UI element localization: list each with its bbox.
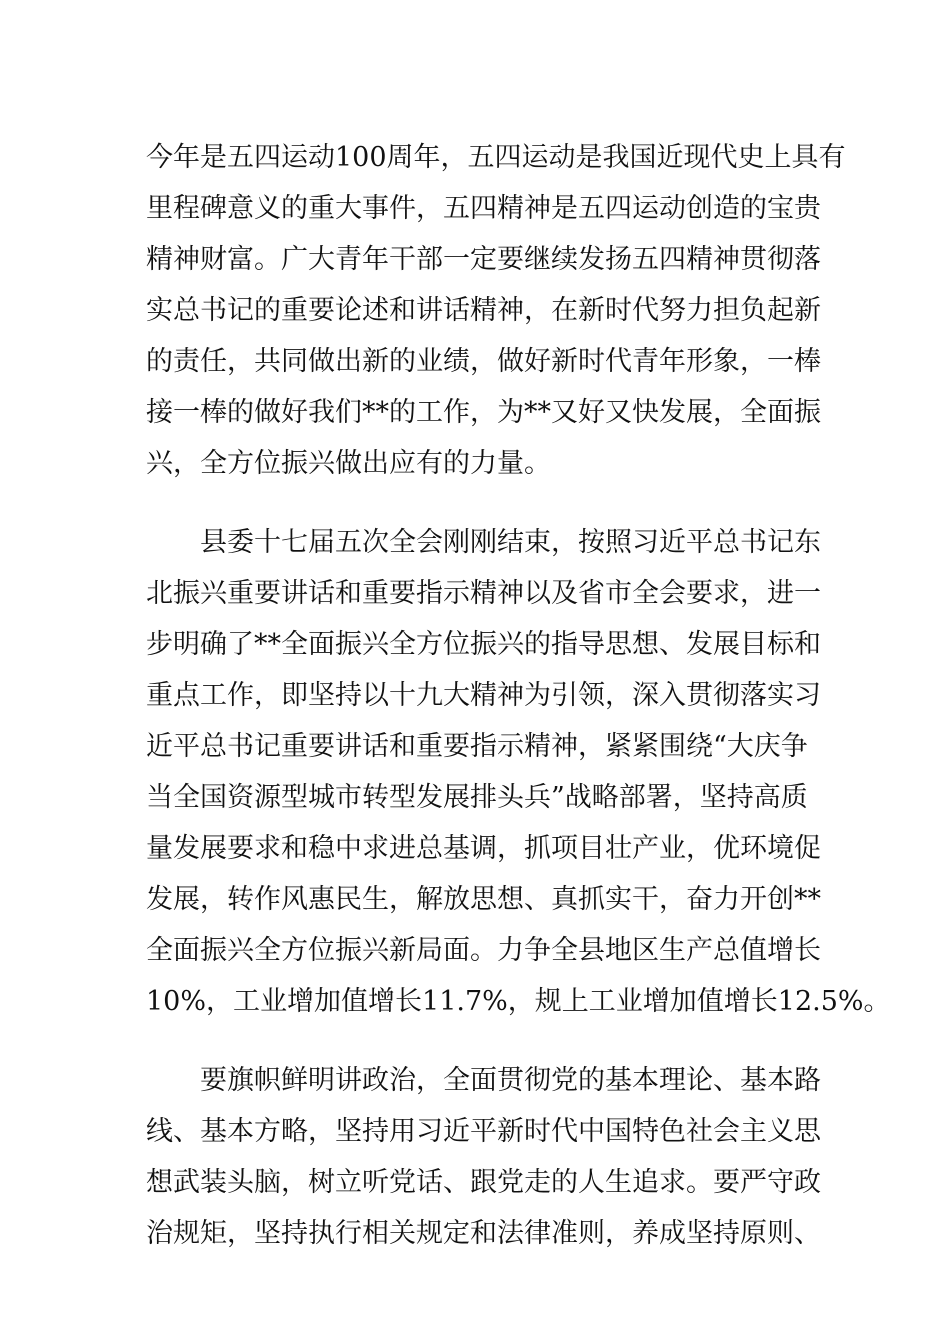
paragraph-2 — [146, 517, 891, 1027]
text-line: 的责任，共同做出新的业绩，做好新时代青年形象，一棒 — [146, 346, 821, 377]
text-line: 精神财富。广大青年干部一定要继续发扬五四精神贯彻落 — [146, 244, 821, 275]
paragraph-3 — [146, 1055, 821, 1259]
text-line: 实总书记的重要论述和讲话精神，在新时代努力担负起新 — [146, 295, 821, 326]
text-line: 近平总书记重要讲话和重要指示精神，紧紧围绕“大庆争 — [146, 731, 808, 762]
text-line: 全面振兴全方位振兴新局面。力争全县地区生产总值增长 — [146, 935, 821, 966]
text-line: 线、基本方略，坚持用习近平新时代中国特色社会主义思 — [146, 1116, 821, 1147]
text-line: 要旗帜鲜明讲政治，全面贯彻党的基本理论、基本路 — [146, 1065, 821, 1096]
text-line: 北振兴重要讲话和重要指示精神以及省市全会要求，进一 — [146, 578, 821, 609]
paragraph-1 — [146, 132, 846, 489]
text-line: 里程碑意义的重大事件，五四精神是五四运动创造的宝贵 — [146, 193, 821, 224]
text-line: 当全国资源型城市转型发展排头兵”战略部署，坚持高质 — [146, 782, 808, 813]
text-line: 兴，全方位振兴做出应有的力量。 — [146, 448, 551, 479]
text-line: 治规矩，坚持执行相关规定和法律准则，养成坚持原则、 — [146, 1218, 821, 1249]
paragraph-spacer — [146, 1027, 816, 1055]
text-line: 接一棒的做好我们**的工作，为**又好又快发展，全面振 — [146, 397, 821, 428]
text-line: 重点工作，即坚持以十九大精神为引领，深入贯彻落实习 — [146, 680, 821, 711]
text-line: 发展，转作风惠民生，解放思想、真抓实干，奋力开创** — [146, 884, 821, 915]
body-text — [146, 132, 891, 1259]
text-line: 10%，工业增加值增长11.7%，规上工业增加值增长12.5%。 — [146, 986, 891, 1017]
text-line: 县委十七届五次全会刚刚结束，按照习近平总书记东 — [146, 527, 821, 558]
text-line: 量发展要求和稳中求进总基调，抓项目壮产业，优环境促 — [146, 833, 821, 864]
paragraph-spacer — [146, 489, 816, 517]
text-line: 步明确了**全面振兴全方位振兴的指导思想、发展目标和 — [146, 629, 821, 660]
text-line: 今年是五四运动100周年，五四运动是我国近现代史上具有 — [146, 142, 846, 173]
text-line: 想武装头脑，树立听党话、跟党走的人生追求。要严守政 — [146, 1167, 821, 1198]
